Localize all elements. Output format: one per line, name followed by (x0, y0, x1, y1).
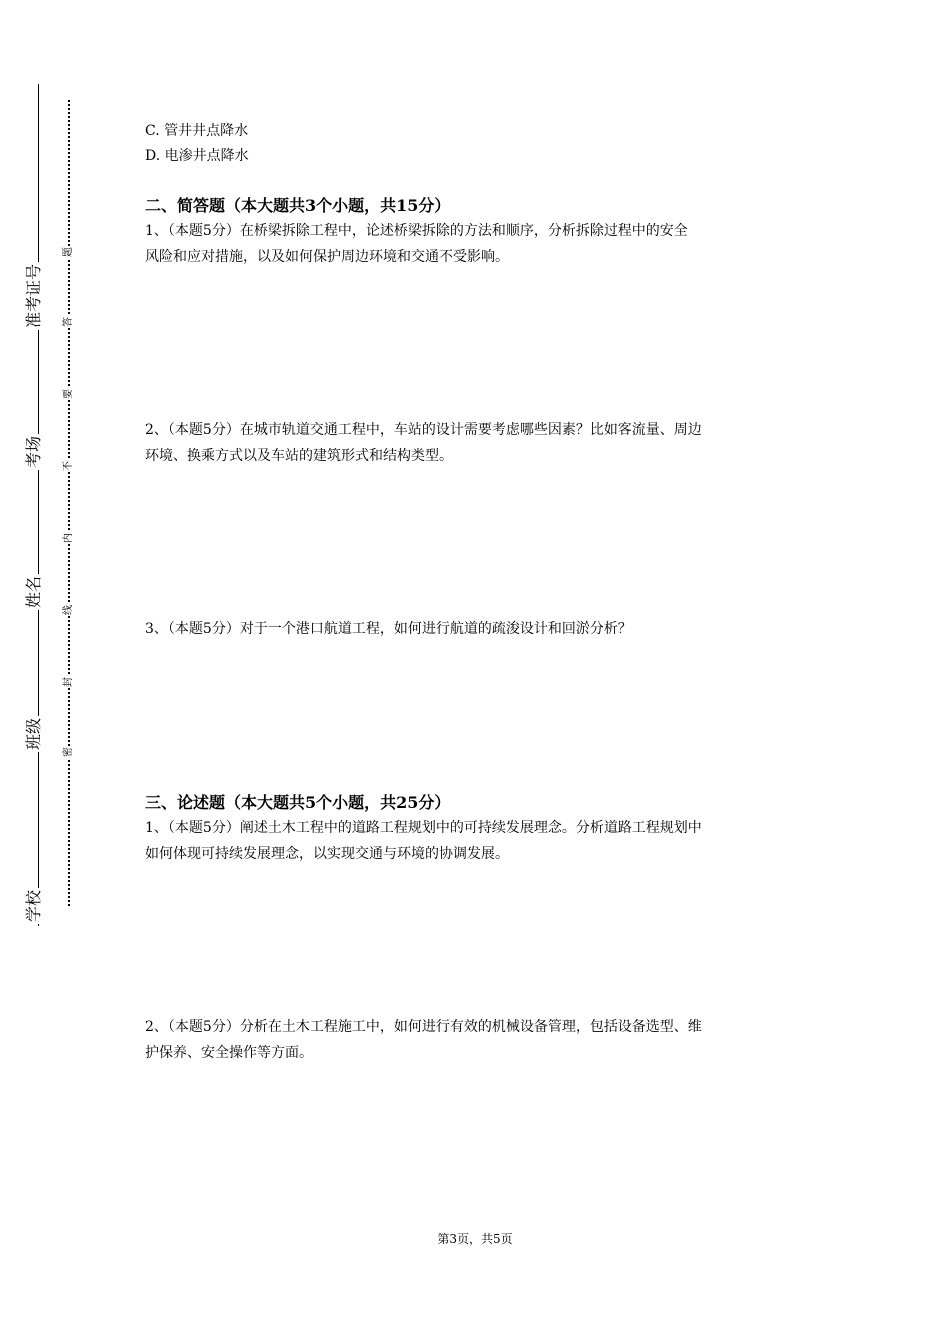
option-text: 管井井点降水 (164, 123, 249, 139)
question-line: 2、（本题5分）在城市轨道交通工程中，车站的设计需要考虑哪些因素？比如客流量、周边 (145, 422, 702, 438)
exam-id-label: 准考证号 (22, 262, 46, 330)
seal-dotted-line (68, 100, 70, 906)
seal-char: 线 (63, 605, 74, 615)
seal-char: 内 (63, 533, 74, 543)
option-c (145, 121, 248, 141)
seal-char: 不 (63, 461, 74, 471)
option-letter: D. (145, 148, 161, 164)
question-text (145, 218, 815, 270)
seal-char: 密 (63, 747, 74, 757)
question-line: 3、（本题5分）对于一个港口航道工程，如何进行航道的疏浚设计和回淤分析？ (145, 621, 632, 637)
question-line: 如何体现可持续发展理念，以实现交通与环境的协调发展。 (145, 846, 509, 862)
question-text (145, 1014, 815, 1066)
option-letter: C. (145, 123, 160, 139)
question-line: 1、（本题5分）阐述土木工程中的道路工程规划中的可持续发展理念。分析道路工程规划中 (145, 820, 702, 836)
question-line: 护保养、安全操作等方面。 (145, 1045, 313, 1061)
question-line: 环境、换乘方式以及车站的建筑形式和结构类型。 (145, 448, 453, 464)
question-text (145, 616, 815, 642)
seal-char: 答 (63, 317, 74, 327)
option-d (145, 146, 249, 166)
class-label: 班级 (22, 716, 46, 752)
seal-char: 封 (63, 677, 74, 687)
question-line: 风险和应对措施，以及如何保护周边环境和交通不受影响。 (145, 249, 509, 265)
section-title-essay: 三、论述题（本大题共5个小题，共25分） (145, 793, 451, 812)
exam-room-label: 考场 (22, 434, 46, 470)
question-text (145, 417, 815, 469)
section-title-short-answer: 二、简答题（本大题共3个小题，共15分） (145, 196, 451, 215)
school-label: 学校 (22, 888, 46, 924)
option-text: 电渗井点降水 (164, 148, 249, 164)
seal-char: 题 (63, 247, 74, 257)
binding-solid-line (38, 84, 39, 926)
name-label: 姓名 (22, 574, 46, 610)
page-footer: 第3页，共5页 (437, 1232, 513, 1246)
question-text (145, 815, 815, 867)
question-line: 2、（本题5分）分析在土木工程施工中，如何进行有效的机械设备管理，包括设备选型、维 (145, 1019, 702, 1035)
seal-char: 要 (63, 389, 74, 399)
question-line: 1、（本题5分）在桥梁拆除工程中，论述桥梁拆除的方法和顺序，分析拆除过程中的安全 (145, 223, 688, 239)
